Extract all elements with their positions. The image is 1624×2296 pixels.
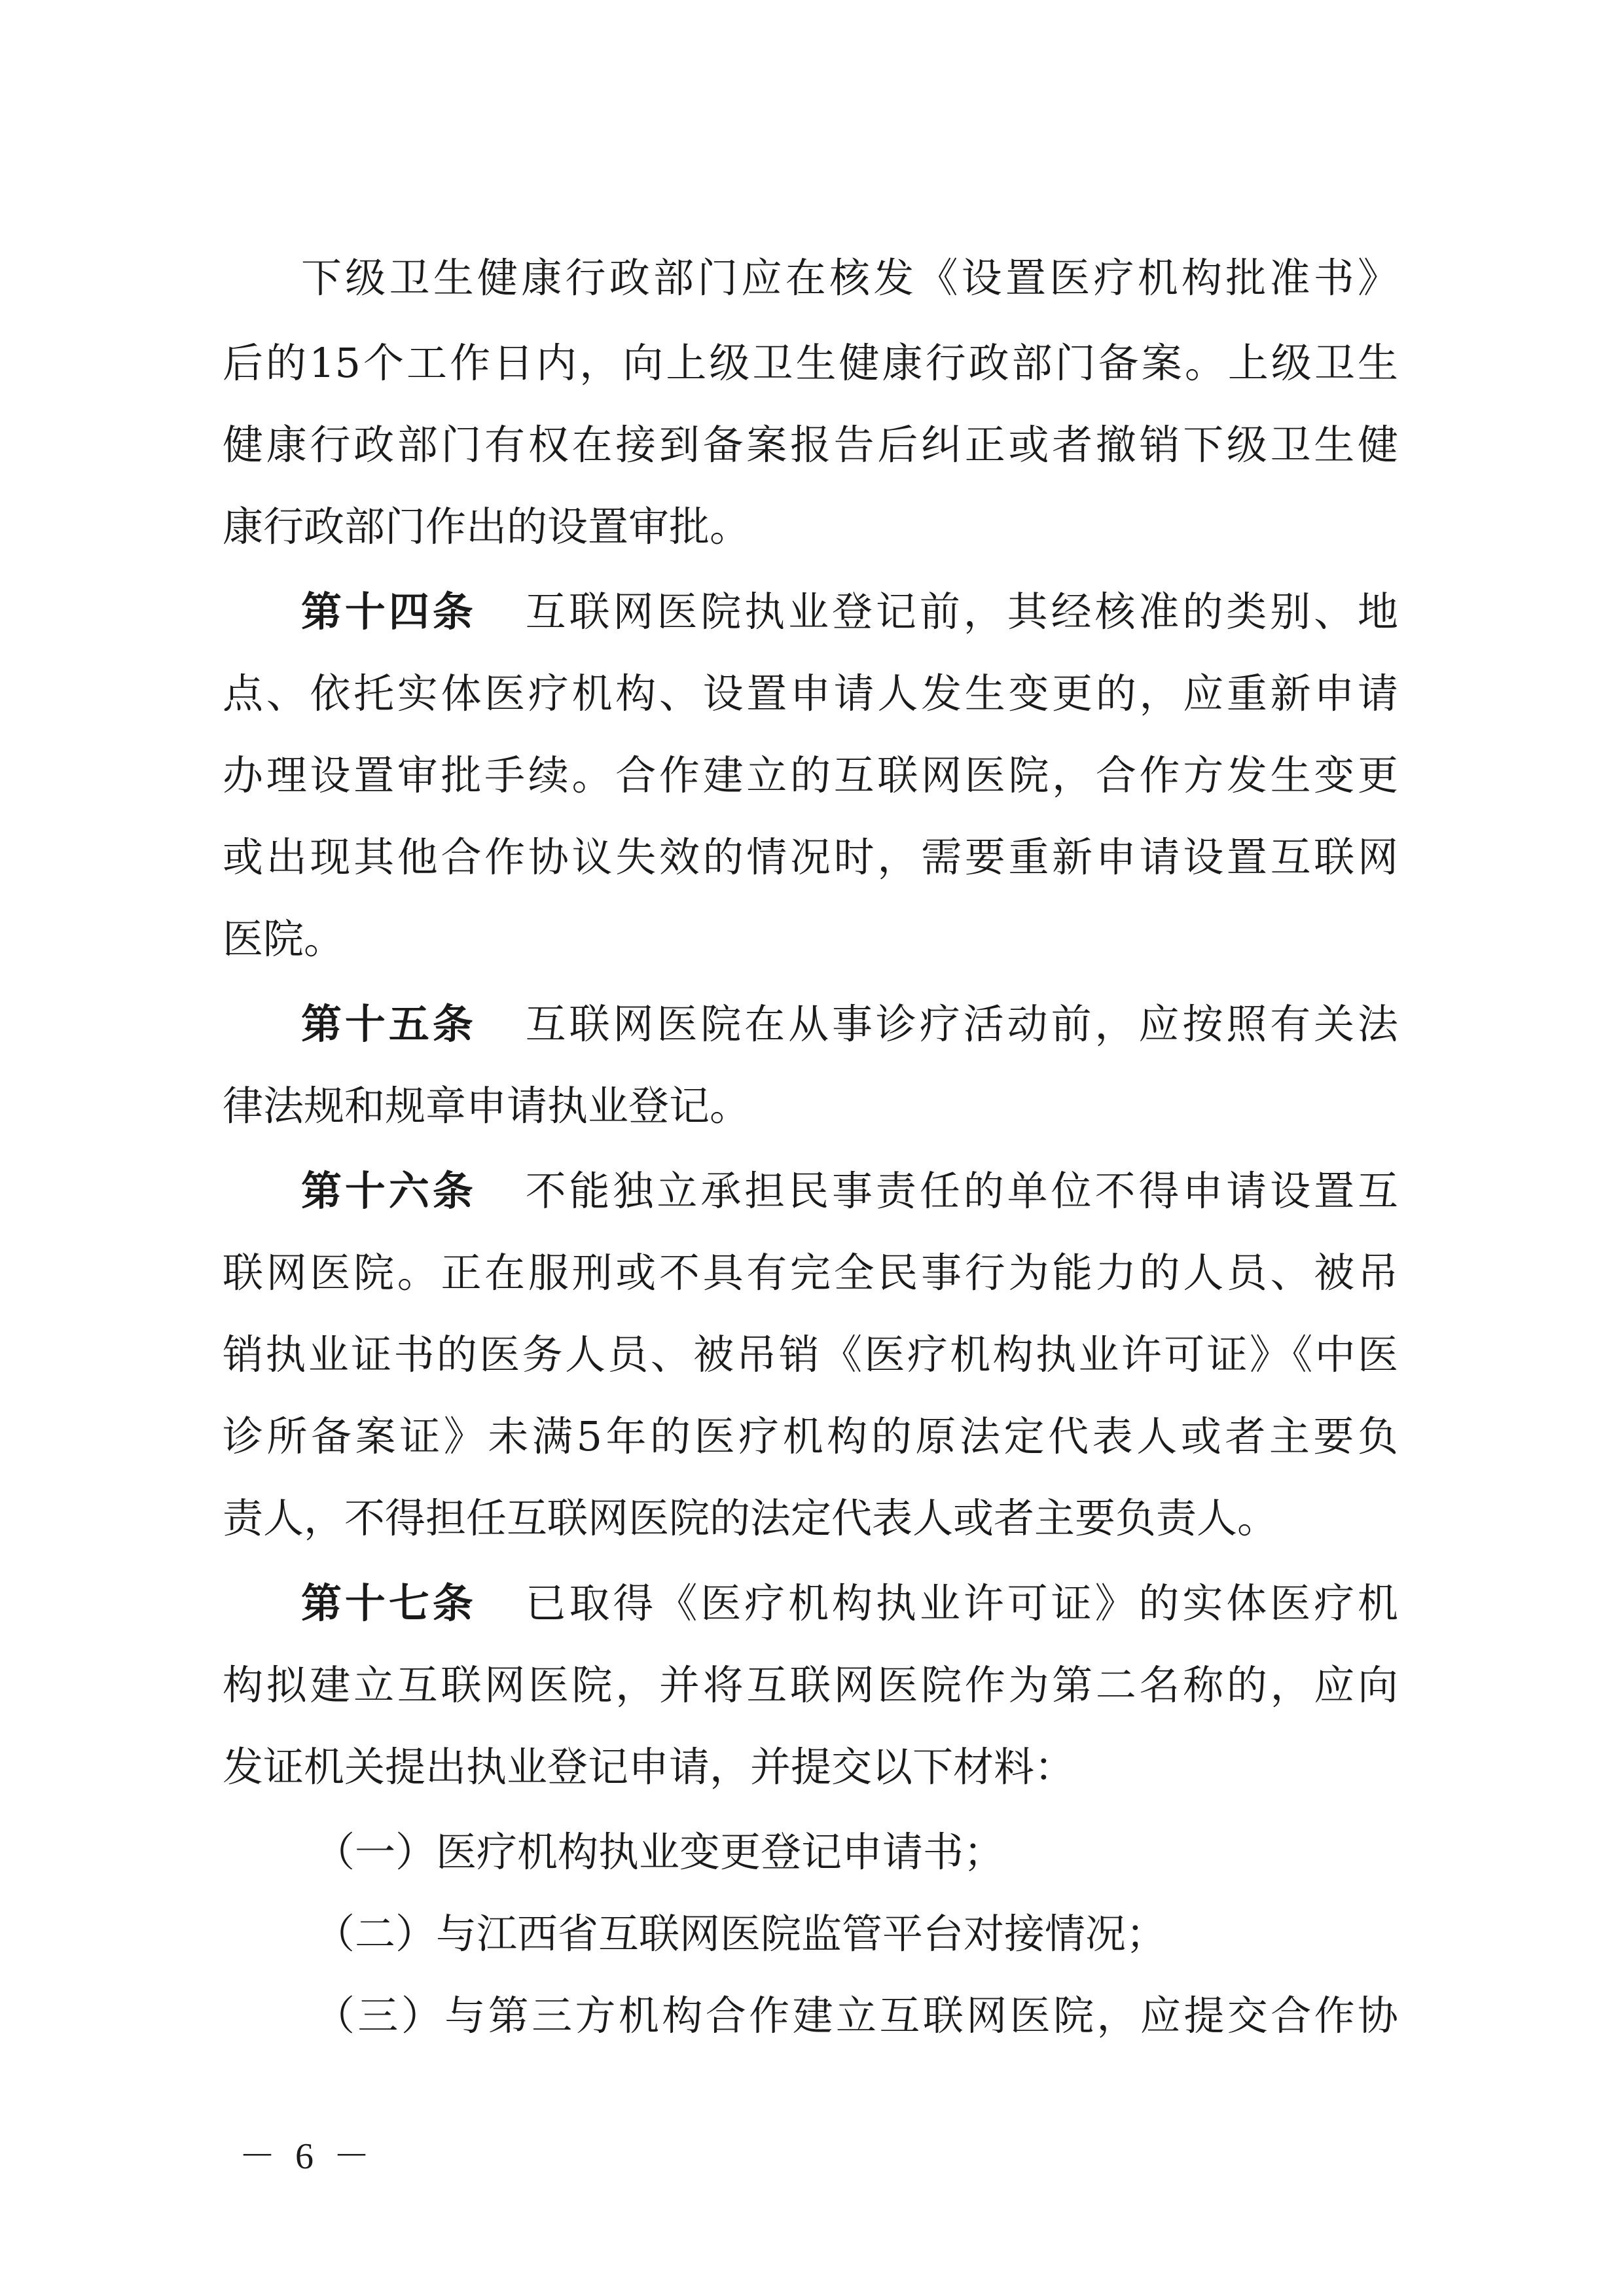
article-16-text: 不能独立承担民事责任的单位不得申请设置互 xyxy=(522,1167,1398,1215)
paragraph-line: 点、依托实体医疗机构、设置申请人发生变更的，应重新申请 xyxy=(223,670,1398,717)
paragraph-line: 或出现其他合作协议失效的情况时，需要重新申请设置互联网 xyxy=(223,833,1398,881)
paragraph-line: 发证机关提出执业登记申请，并提交以下材料： xyxy=(223,1743,1075,1791)
article-14-text: 互联网医院执业登记前，其经核准的类别、地 xyxy=(522,588,1398,636)
paragraph-line: 下级卫生健康行政部门应在核发《设置医疗机构批准书》 xyxy=(301,254,1398,302)
article-14-first-line xyxy=(301,576,1398,648)
list-item: （二）与江西省互联网医院监管平台对接情况； xyxy=(314,1910,1167,1958)
paragraph-line: 诊所备案证》未满5年的医疗机构的原法定代表人或者主要负 xyxy=(223,1412,1398,1460)
article-14-label: 第十四条 xyxy=(301,588,477,636)
paragraph-line: 责人，不得担任互联网医院的法定代表人或者主要负责人。 xyxy=(223,1494,1278,1542)
article-17-label: 第十七条 xyxy=(301,1579,477,1627)
paragraph-line: 办理设置审批手续。合作建立的互联网医院，合作方发生变更 xyxy=(223,751,1398,799)
paragraph-line: 康行政部门作出的设置审批。 xyxy=(223,503,751,550)
article-15-label: 第十五条 xyxy=(301,1000,477,1048)
paragraph-line: 健康行政部门有权在接到备案报告后纠正或者撤销下级卫生健 xyxy=(223,421,1398,469)
paragraph-line: 后的15个工作日内，向上级卫生健康行政部门备案。上级卫生 xyxy=(223,339,1398,387)
article-15-first-line xyxy=(301,988,1398,1060)
article-17-first-line xyxy=(301,1568,1398,1640)
article-17-text: 已取得《医疗机构执业许可证》的实体医疗机 xyxy=(522,1579,1398,1627)
paragraph-line: 销执业证书的医务人员、被吊销《医疗机构执业许可证》《中医 xyxy=(223,1331,1398,1378)
paragraph-line: 医院。 xyxy=(223,915,345,963)
article-16-label: 第十六条 xyxy=(301,1167,477,1215)
article-16-first-line xyxy=(301,1155,1398,1227)
paragraph-line: 律法规和规章申请执业登记。 xyxy=(223,1082,751,1130)
paragraph-line: 联网医院。正在服刑或不具有完全民事行为能力的人员、被吊 xyxy=(223,1249,1398,1297)
list-item: （一）医疗机构执业变更登记申请书； xyxy=(314,1828,1005,1876)
article-15-text: 互联网医院在从事诊疗活动前，应按照有关法 xyxy=(522,1000,1398,1048)
paragraph-line: 构拟建立互联网医院，并将互联网医院作为第二名称的，应向 xyxy=(223,1661,1398,1709)
list-item: （三）与第三方机构合作建立互联网医院，应提交合作协 xyxy=(314,1992,1398,2039)
page-number: － 6 － xyxy=(239,2136,375,2177)
